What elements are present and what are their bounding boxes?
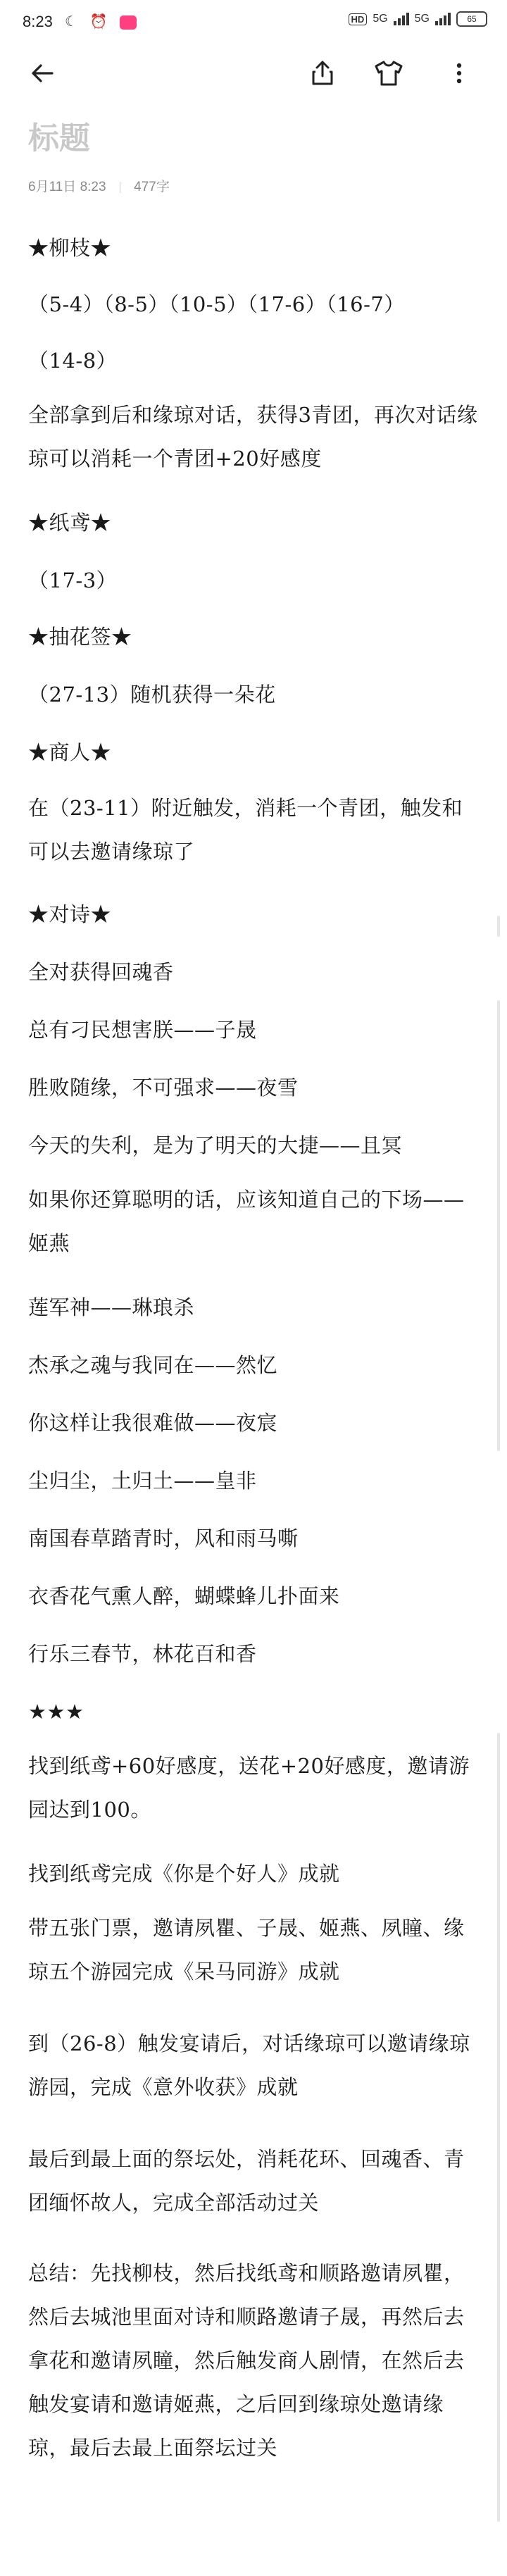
note-date: 6月11日 8:23 bbox=[28, 180, 106, 194]
scrollbar-segment bbox=[497, 1000, 500, 1451]
scrollbar[interactable] bbox=[497, 916, 501, 2536]
note-line: ★★★ bbox=[28, 1700, 84, 1724]
note-line: ★柳枝★ bbox=[28, 236, 112, 260]
note-line: 最后到最上面的祭坛处，消耗花环、回魂香、青团缅怀故人，完成全部活动过关 bbox=[28, 2147, 465, 2215]
note-line: （17-3） bbox=[28, 568, 118, 592]
note-line: 全部拿到后和缘琼对话，获得3青团，再次对话缘琼可以消耗一个青团+20好感度 bbox=[28, 403, 478, 471]
alarm-icon: ⏰ bbox=[89, 14, 112, 30]
note-line: 带五张门票，邀请夙瞿、子晟、姬燕、夙瞳、缘琼五个游园完成《呆马同游》成就 bbox=[28, 1916, 465, 1984]
note-line: 你这样让我很难做——夜宸 bbox=[28, 1411, 278, 1435]
note-line: 尘归尘，土归土——皇非 bbox=[28, 1469, 257, 1493]
note-line: 莲军神——琳琅杀 bbox=[28, 1295, 195, 1319]
note-line: 杰承之魂与我同在——然忆 bbox=[28, 1353, 278, 1377]
more-vertical-icon[interactable] bbox=[444, 58, 475, 89]
note-line: 在（23-11）附近触发，消耗一个青团，触发和可以去邀请缘琼了 bbox=[28, 796, 463, 864]
note-line: 行乐三春节，林花百和香 bbox=[28, 1642, 257, 1666]
note-line: ★对诗★ bbox=[28, 902, 112, 926]
status-right bbox=[349, 11, 487, 27]
bottom-bar bbox=[0, 2536, 507, 2576]
note-line: 胜败随缘，不可强求——夜雪 bbox=[28, 1076, 299, 1100]
note-line: 找到纸鸢完成《你是个好人》成就 bbox=[28, 1862, 340, 1886]
note-line: ★抽花签★ bbox=[28, 625, 132, 649]
scrollbar-segment bbox=[497, 916, 500, 937]
note-line: 到（26-8）触发宴请后，对话缘琼可以邀请缘琼游园，完成《意外收获》成就 bbox=[28, 2031, 470, 2099]
scrollbar-segment bbox=[497, 1733, 500, 2522]
note-line: 今天的失利，是为了明天的大捷——且冥 bbox=[28, 1133, 403, 1157]
signal-icon-1 bbox=[394, 13, 409, 25]
network-5g-label-2: 5G bbox=[414, 13, 430, 25]
note-line: 总有刁民想害朕——子晟 bbox=[28, 1018, 257, 1042]
note-line: ★纸鸢★ bbox=[28, 511, 112, 535]
note-line: ★商人★ bbox=[28, 740, 112, 764]
status-bar bbox=[0, 0, 507, 44]
note-line: 全对获得回魂香 bbox=[28, 960, 174, 984]
hd-badge: HD bbox=[349, 13, 368, 25]
note-line: （27-13）随机获得一朵花 bbox=[28, 683, 276, 707]
note-title[interactable]: 标题 bbox=[28, 121, 90, 156]
tshirt-icon[interactable] bbox=[372, 58, 406, 89]
note-line: 衣香花气熏人醉，蝴蝶蜂儿扑面来 bbox=[28, 1584, 340, 1608]
top-toolbar bbox=[0, 44, 507, 100]
app-icon bbox=[120, 15, 137, 30]
note-line: 总结：先找柳枝，然后找纸鸢和顺路邀请夙瞿，然后去城池里面对诗和顺路邀请子晟，再然后去拿花和邀请夙瞳，然后触发商人剧情，在然后去触发宴请和邀请姬燕，之后回到缘琼处邀请缘琼，最后去最上面祭坛过关 bbox=[28, 2261, 465, 2460]
note-line: 南国春草踏青时，风和雨马嘶 bbox=[28, 1526, 299, 1550]
back-arrow-icon[interactable] bbox=[27, 58, 58, 89]
note-line: 找到纸鸢+60好感度，送花+20好感度，邀请游园达到100。 bbox=[28, 1754, 470, 1822]
note-line: （5-4）（8-5）（10-5）（17-6）（16-7） bbox=[28, 292, 405, 316]
share-icon[interactable] bbox=[307, 58, 338, 89]
note-word-count: 477字 bbox=[134, 180, 170, 194]
note-line: （14-8） bbox=[28, 349, 118, 373]
network-5g-label-1: 5G bbox=[373, 13, 388, 25]
moon-icon: ☾ bbox=[65, 14, 82, 30]
note-line: 如果你还算聪明的话，应该知道自己的下场——姬燕 bbox=[28, 1188, 465, 1255]
status-icons bbox=[65, 13, 137, 30]
note-meta bbox=[28, 176, 170, 195]
status-time: 8:23 bbox=[23, 13, 53, 30]
signal-icon-2 bbox=[435, 13, 451, 25]
battery-icon: 65 bbox=[456, 11, 487, 27]
